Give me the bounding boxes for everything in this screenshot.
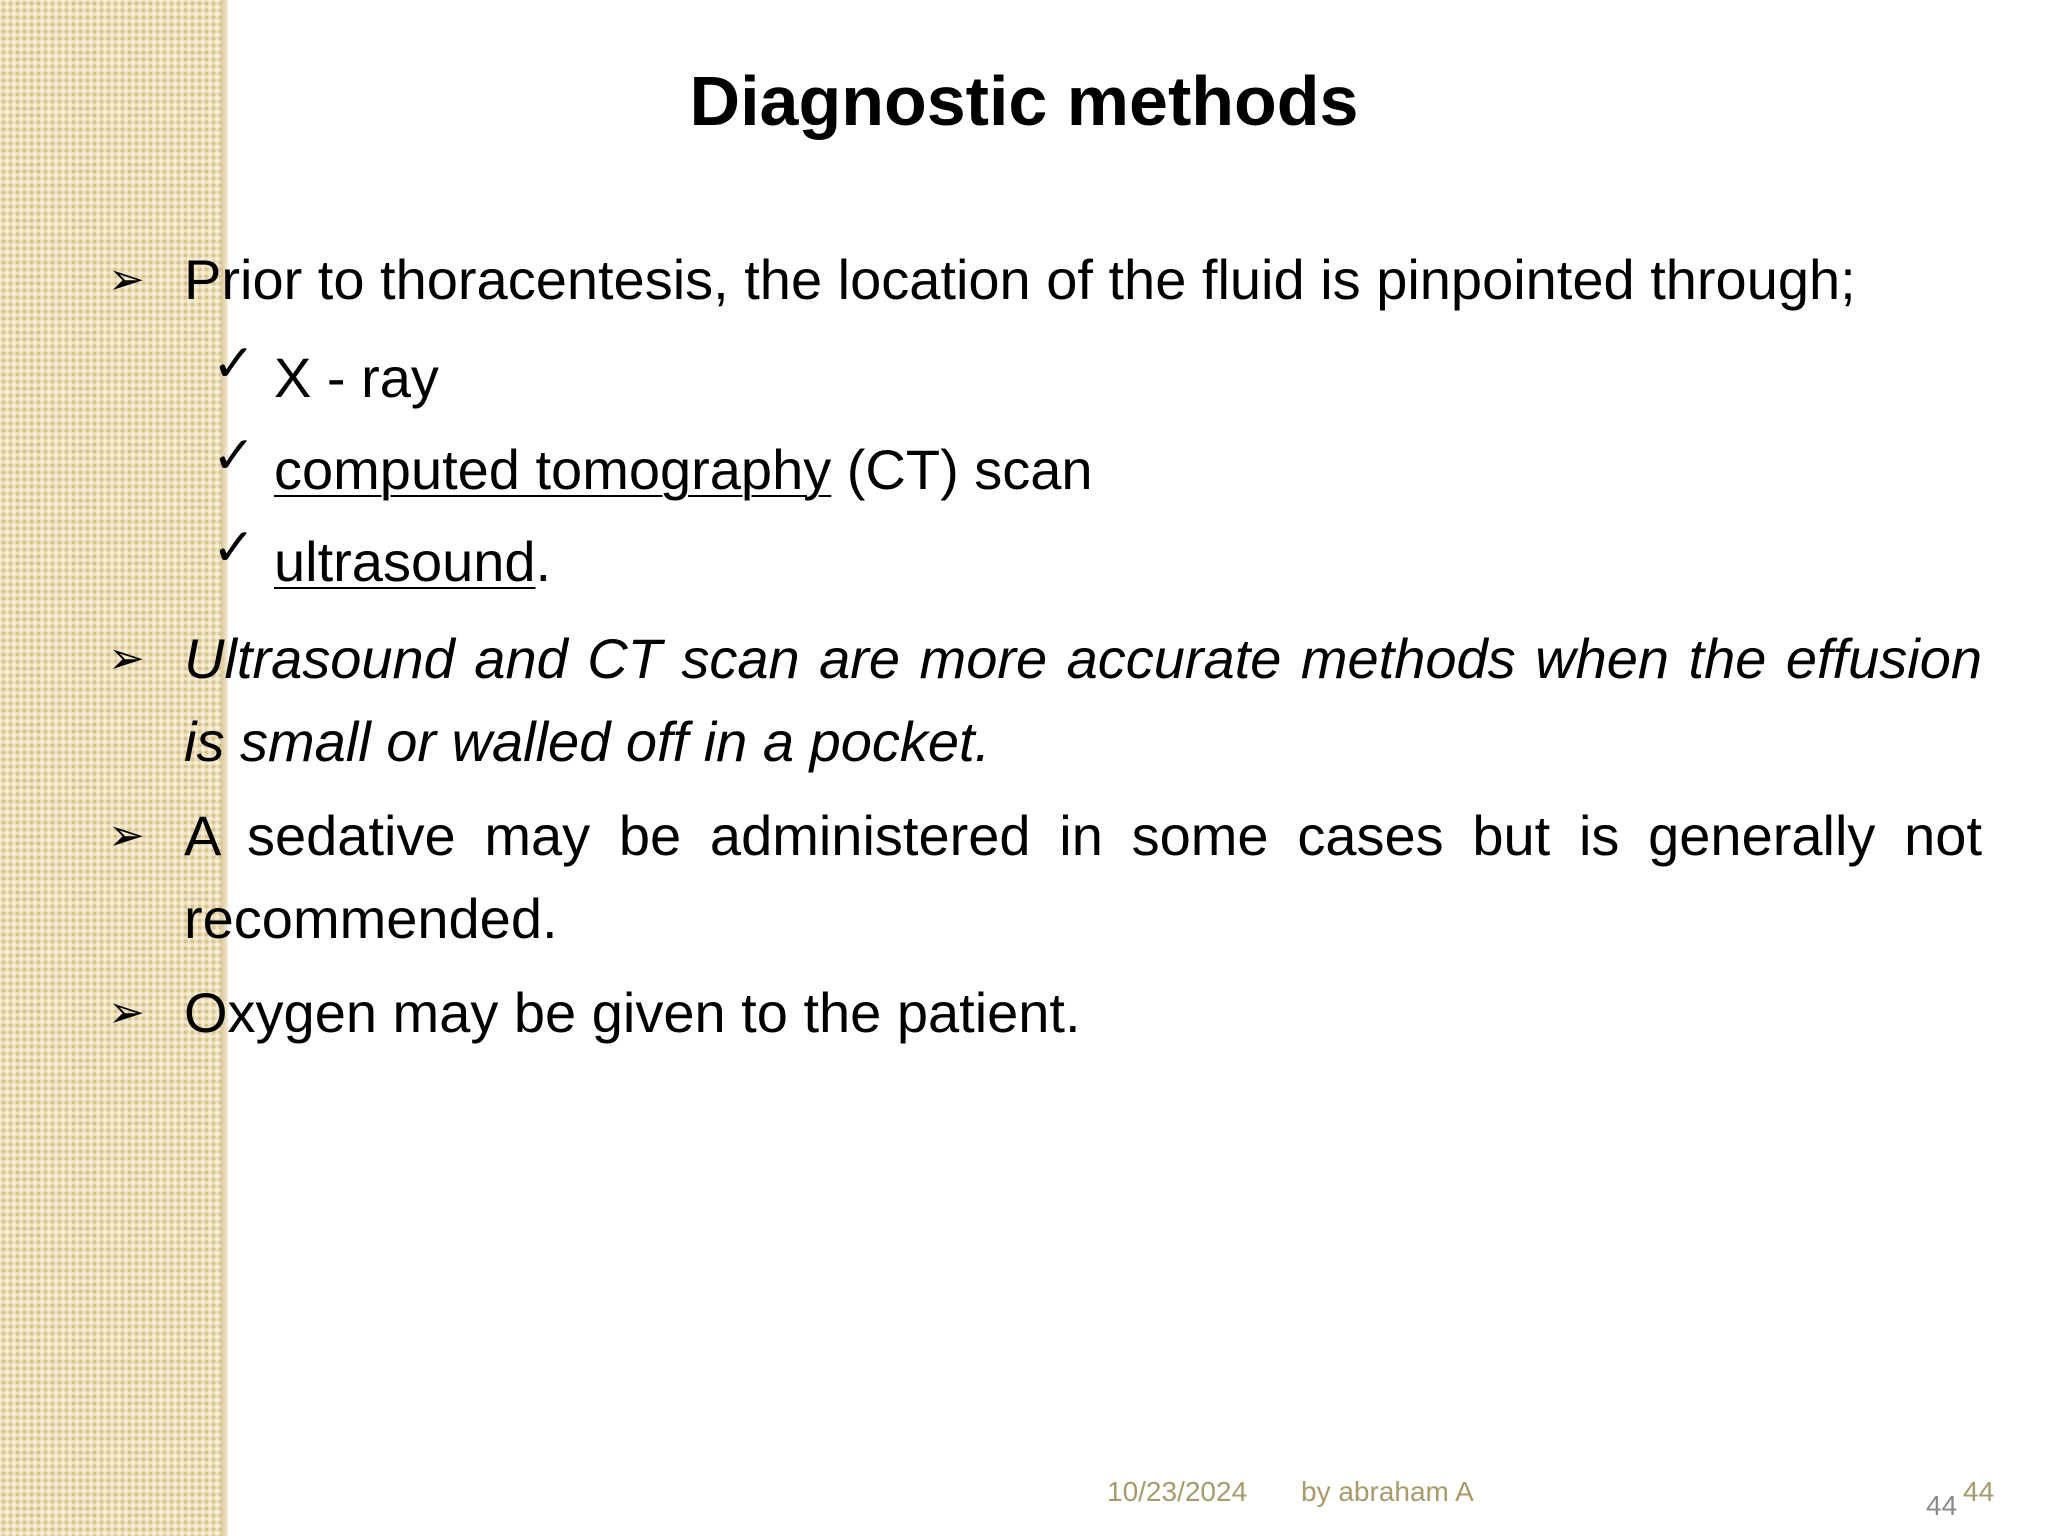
- sub-list-item: [108, 516, 1982, 608]
- bullet-text: Oxygen may be given to the patient.: [184, 981, 1081, 1044]
- bullet-item: [108, 238, 1982, 321]
- checkmark-icon: ✓: [212, 335, 256, 393]
- slide-title: Diagnostic methods: [689, 62, 1359, 140]
- sub-item-text: .: [535, 530, 552, 593]
- bullet-text: Ultrasound and CT scan are more accurate methods when the effusion is small or walled off in a pocket.: [184, 627, 1982, 773]
- bullet-item: [108, 971, 1982, 1054]
- imaging-methods-list: [108, 332, 1982, 608]
- arrow-bullet-icon: ➢: [108, 634, 145, 683]
- checkmark-icon: ✓: [212, 519, 256, 577]
- bullet-item: [108, 794, 1982, 960]
- arrow-bullet-icon: ➢: [108, 988, 145, 1037]
- bullet-text: Prior to thoracentesis, the location of the fluid is pinpointed through;: [184, 248, 1856, 311]
- checkmark-icon: ✓: [212, 427, 256, 485]
- arrow-bullet-icon: ➢: [108, 255, 145, 304]
- slide-content: [108, 238, 1982, 1065]
- footer-author: by abraham A: [1301, 1476, 1474, 1507]
- sub-item-text: X - ray: [274, 346, 439, 409]
- ultrasound-link[interactable]: ultrasound: [274, 530, 536, 593]
- slide-number: 44: [1926, 1490, 1958, 1521]
- arrow-bullet-icon: ➢: [108, 811, 145, 860]
- bullet-text: A sedative may be administered in some cases but is generally not recommended.: [184, 804, 1982, 950]
- footer-date: 10/23/2024: [1107, 1476, 1248, 1507]
- computed-tomography-link[interactable]: computed tomography: [274, 438, 832, 501]
- sub-list-item: [108, 332, 1982, 424]
- sub-item-text: (CT) scan: [831, 438, 1093, 501]
- bullet-item: [108, 617, 1982, 783]
- slide-number-secondary: 44: [1963, 1476, 1995, 1507]
- sub-list-item: [108, 424, 1982, 516]
